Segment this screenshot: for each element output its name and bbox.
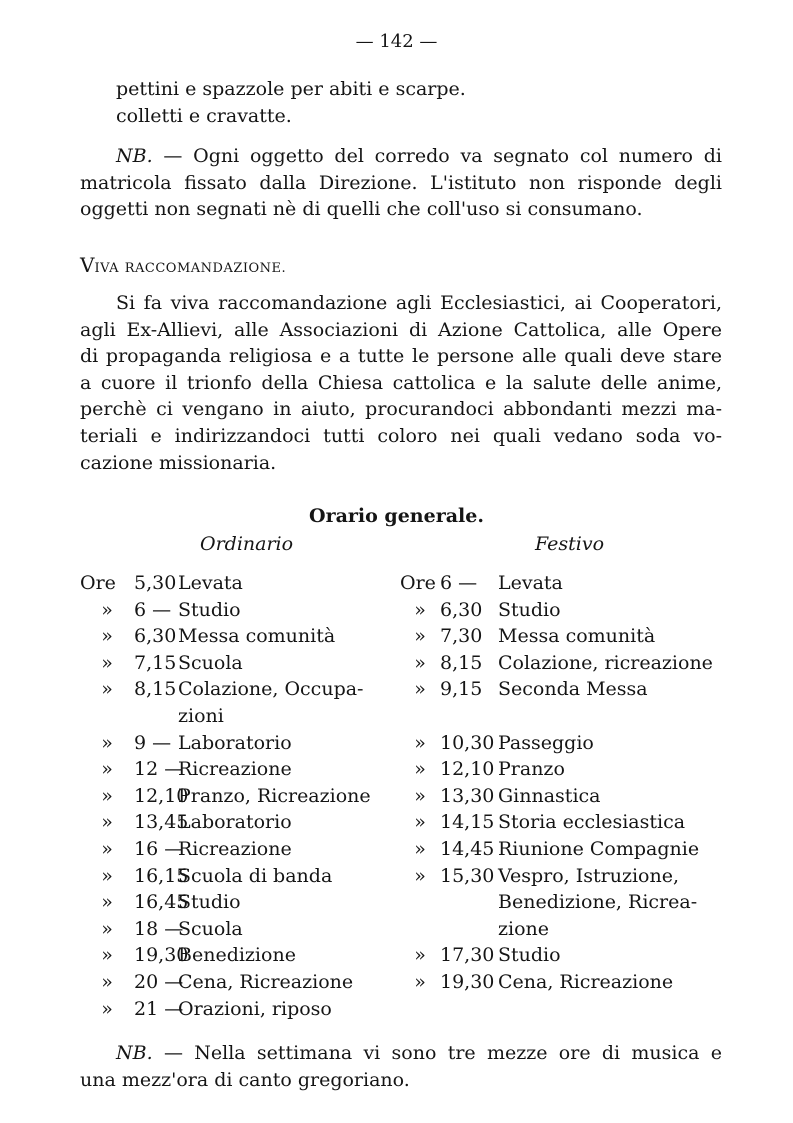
schedule-activity-text: Passeggio [498, 731, 594, 754]
schedule-row-prefix: » [101, 811, 113, 834]
nb-note-line-1 [80, 143, 722, 170]
nb-label: NB. [116, 145, 153, 167]
schedule-row [400, 703, 730, 730]
schedule-row [400, 676, 730, 703]
schedule-activity-text: Scuola [178, 651, 243, 674]
schedule-row-time: 14,45 [440, 837, 495, 860]
schedule-row-activity [498, 783, 730, 810]
schedule-row-prefix: » [101, 784, 113, 807]
schedule-row-prefix: » [414, 864, 426, 887]
schedule-activity-text: Scuola [178, 917, 243, 940]
schedule-row-activity [498, 836, 730, 863]
schedule-activity-text: Laboratorio [178, 731, 292, 754]
schedule-row-time: 19,30 [134, 944, 189, 967]
schedule-row-prefix: » [101, 651, 113, 674]
schedule-row-prefix: » [414, 758, 426, 781]
intro-line-2: colletti e cravatte. [116, 104, 292, 127]
schedule-row-activity [498, 650, 730, 677]
schedule-activity-text: Riunione Compagnie [498, 837, 700, 860]
schedule-row [80, 996, 390, 1023]
schedule-row [400, 756, 730, 783]
schedule-row [400, 597, 730, 624]
schedule-row-prefix: » [414, 970, 426, 993]
schedule-activity-text: Levata [178, 572, 243, 594]
schedule-row-prefix: » [414, 651, 426, 674]
recommendation-line: Si fa viva raccomandazione agli Ecclesiastici, ai Cooperatori, [116, 292, 722, 314]
schedule-activity-text: Studio [498, 944, 561, 967]
schedule-heading-festivo: Festivo [535, 533, 605, 555]
schedule-row [80, 836, 390, 863]
schedule-row-activity [498, 570, 730, 597]
schedule-row-prefix: » [101, 997, 113, 1020]
nb-music-line-2: una mezz'ora di canto gregoriano. [80, 1068, 410, 1091]
schedule-activity-continuation: zioni [178, 704, 224, 727]
schedule-title: Orario generale. [309, 505, 484, 527]
schedule-row-activity [178, 836, 390, 863]
schedule-activity-text: Cena, Ricreazione [178, 970, 354, 993]
schedule-row-prefix: » [414, 784, 426, 807]
schedule-row-activity [178, 570, 390, 597]
schedule-row [400, 809, 730, 836]
schedule-row [80, 916, 390, 943]
heading-word-2: RACCOMANDAZIONE. [124, 261, 287, 276]
recommendation-line: perchè ci vengano in aiuto, procurandoci abbondanti mezzi ma- [80, 398, 722, 421]
schedule-row-time: 16 — [134, 837, 184, 860]
schedule-row-activity [498, 676, 730, 703]
schedule-activity-text: Storia ecclesiastica [498, 811, 686, 834]
recommendation-line: a cuore il trionfo della Chiesa cattolica e la salute delle anime, [80, 371, 722, 394]
schedule-row [400, 570, 730, 597]
schedule-row-prefix: » [414, 678, 426, 701]
nb-dash: — [152, 145, 194, 167]
schedule-row [80, 809, 390, 836]
schedule-row-activity [498, 597, 730, 624]
schedule-row-time: 14,15 [440, 811, 495, 834]
schedule-activity-continuation: Benedizione, Ricrea- [498, 891, 698, 914]
schedule-row-activity [178, 863, 390, 890]
schedule-row [80, 650, 390, 677]
nb-label: NB. [116, 1042, 153, 1064]
schedule-row [80, 730, 390, 757]
nb-dash: — [152, 1042, 195, 1064]
schedule-row-activity [498, 623, 730, 650]
schedule-row [80, 676, 390, 729]
schedule-row-prefix [400, 703, 440, 730]
schedule-row-activity [178, 783, 390, 810]
schedule-column-festivo [400, 570, 730, 996]
schedule-row-activity [498, 969, 730, 996]
schedule-row-prefix: Ore [400, 572, 436, 594]
schedule-row-prefix: » [414, 625, 426, 648]
schedule-row-activity [178, 996, 390, 1023]
schedule-row-time: 16,45 [134, 891, 189, 914]
schedule-row-time: 19,30 [440, 970, 495, 993]
nb-text-1: Ogni oggetto del corredo va segnato col numero di [193, 145, 722, 167]
schedule-row-prefix: Ore [80, 572, 116, 594]
schedule-row [400, 863, 730, 943]
schedule-row [400, 942, 730, 969]
intro-list [80, 76, 722, 129]
schedule-row-prefix: » [414, 944, 426, 967]
schedule-row-time: 16,15 [134, 864, 189, 887]
schedule-row-time: 21 — [134, 997, 184, 1020]
schedule-row-activity [178, 942, 390, 969]
schedule-row-prefix: » [101, 917, 113, 940]
schedule-row-prefix: » [414, 811, 426, 834]
schedule-row-activity [498, 756, 730, 783]
schedule-activity-text: Colazione, Occupa- [178, 678, 364, 701]
schedule-row-activity [178, 916, 390, 943]
schedule-row-time: 6,30 [440, 598, 483, 621]
schedule-row-activity [178, 730, 390, 757]
nb-note-line-3: oggetti non segnati nè di quelli che coll'uso si consumano. [80, 198, 643, 221]
schedule-row [400, 783, 730, 810]
schedule-activity-text: Messa comunità [498, 625, 656, 648]
heading-word-1: IVA [94, 261, 119, 276]
schedule-row-time: 12,10 [440, 758, 495, 781]
recommendation-paragraph [80, 290, 722, 476]
schedule-row-activity [178, 597, 390, 624]
schedule-row-activity [498, 703, 730, 730]
schedule-row-time: 13,30 [440, 784, 495, 807]
schedule-row-prefix: » [101, 758, 113, 781]
intro-line-1: pettini e spazzole per abiti e scarpe. [116, 78, 466, 100]
page-number: — 142 — [355, 31, 438, 52]
schedule-row-activity [178, 809, 390, 836]
schedule-activity-text: Ricreazione [178, 758, 292, 781]
schedule-row-prefix: » [101, 970, 113, 993]
schedule-activity-text: Studio [178, 598, 241, 621]
schedule-row-time: 6,30 [134, 625, 177, 648]
schedule-row [400, 969, 730, 996]
schedule-row-prefix: » [101, 864, 113, 887]
schedule-row-time [440, 703, 498, 730]
schedule-row-time: 9 — [134, 731, 172, 754]
nb-note-music [80, 1040, 722, 1093]
schedule-activity-text: Laboratorio [178, 811, 292, 834]
schedule-row-time: 7,30 [440, 625, 483, 648]
schedule-row-activity [498, 809, 730, 836]
schedule-row-time: 20 — [134, 970, 184, 993]
schedule-row-time: 7,15 [134, 651, 177, 674]
schedule-row-time: 5,30 [134, 572, 177, 594]
schedule-heading-ordinario: Ordinario [200, 533, 294, 555]
schedule-activity-text: Studio [178, 891, 241, 914]
nb-music-line-1 [80, 1040, 722, 1067]
schedule-row-activity [178, 676, 390, 729]
schedule-row-activity [178, 623, 390, 650]
schedule-row-time: 8,15 [134, 678, 177, 701]
recommendation-line: cazione missionaria. [80, 451, 277, 474]
schedule-row-time: 8,15 [440, 651, 483, 674]
schedule-row-time: 17,30 [440, 944, 495, 967]
schedule-row-activity [178, 889, 390, 916]
schedule-activity-text: Pranzo, Ricreazione [178, 784, 371, 807]
schedule-row-prefix: » [101, 625, 113, 648]
nb-note-line-2: matricola fissato dalla Direzione. L'istituto non risponde degli [80, 171, 722, 194]
schedule-row-time: 12 — [134, 758, 184, 781]
schedule-row-prefix: » [101, 944, 113, 967]
heading-initial: V [80, 253, 95, 277]
schedule-row [80, 889, 390, 916]
schedule-activity-text: Benedizione [178, 944, 296, 967]
schedule-row-prefix: » [101, 678, 113, 701]
schedule-row-time: 12,10 [134, 784, 189, 807]
recommendation-line: di propaganda religiosa e a tutte le persone alle quali deve stare [80, 345, 722, 368]
schedule-row-prefix: » [414, 731, 426, 754]
schedule-activity-text: Colazione, ricreazione [498, 651, 713, 674]
schedule-row [400, 650, 730, 677]
schedule-row-prefix: » [101, 731, 113, 754]
nb-music-text-1: Nella settimana vi sono tre mezze ore di musica e [194, 1042, 722, 1064]
schedule-row-prefix: » [101, 891, 113, 914]
schedule-row-prefix: » [101, 598, 113, 621]
recommendation-line: agli Ex-Allievi, alle Associazioni di Azione Cattolica, alle Opere [80, 318, 722, 341]
schedule-row-activity [498, 863, 730, 943]
schedule-row [80, 863, 390, 890]
recommendation-line: teriali e indirizzandoci tutti coloro nei quali vedano soda vo- [80, 424, 722, 447]
schedule-row-activity [178, 756, 390, 783]
schedule-activity-text: Ginnastica [498, 784, 601, 807]
schedule-row-time: 18 — [134, 917, 184, 940]
schedule-activity-text: Ricreazione [178, 837, 292, 860]
schedule-row [80, 623, 390, 650]
schedule-activity-continuation: zione [498, 917, 550, 940]
schedule-row-activity [178, 650, 390, 677]
schedule-row [400, 836, 730, 863]
schedule-row-time: 13,45 [134, 811, 189, 834]
schedule-row-time: 9,15 [440, 678, 483, 701]
schedule-row [80, 969, 390, 996]
schedule-row [400, 623, 730, 650]
schedule-activity-text: Seconda Messa [498, 678, 648, 701]
schedule-row-time: 6 — [440, 572, 478, 594]
schedule-activity-text: Orazioni, riposo [178, 997, 332, 1020]
schedule-row-time: 15,30 [440, 864, 495, 887]
schedule-activity-text: Scuola di banda [178, 864, 333, 887]
schedule-activity-text: Messa comunità [178, 625, 336, 648]
schedule-row [80, 597, 390, 624]
schedule-activity-text: Pranzo [498, 758, 565, 781]
schedule-activity-text: Cena, Ricreazione [498, 970, 674, 993]
schedule-row-prefix: » [414, 598, 426, 621]
schedule-activity-text: Vespro, Istruzione, [498, 864, 679, 887]
schedule-row-prefix: » [414, 837, 426, 860]
schedule-row [80, 942, 390, 969]
schedule-row-activity [178, 969, 390, 996]
schedule-row-activity [498, 730, 730, 757]
schedule-row [80, 570, 390, 597]
schedule-column-ordinario [80, 570, 390, 1022]
schedule-activity-text: Levata [498, 572, 563, 594]
schedule-row [400, 730, 730, 757]
schedule-row-activity [498, 942, 730, 969]
section-heading [80, 252, 286, 283]
schedule-row [80, 756, 390, 783]
nb-note-corredo [80, 143, 722, 223]
schedule-activity-text: Studio [498, 598, 561, 621]
schedule-row-prefix: » [101, 837, 113, 860]
schedule-row [80, 783, 390, 810]
schedule-row-time: 10,30 [440, 731, 495, 754]
schedule-row-time: 6 — [134, 598, 172, 621]
